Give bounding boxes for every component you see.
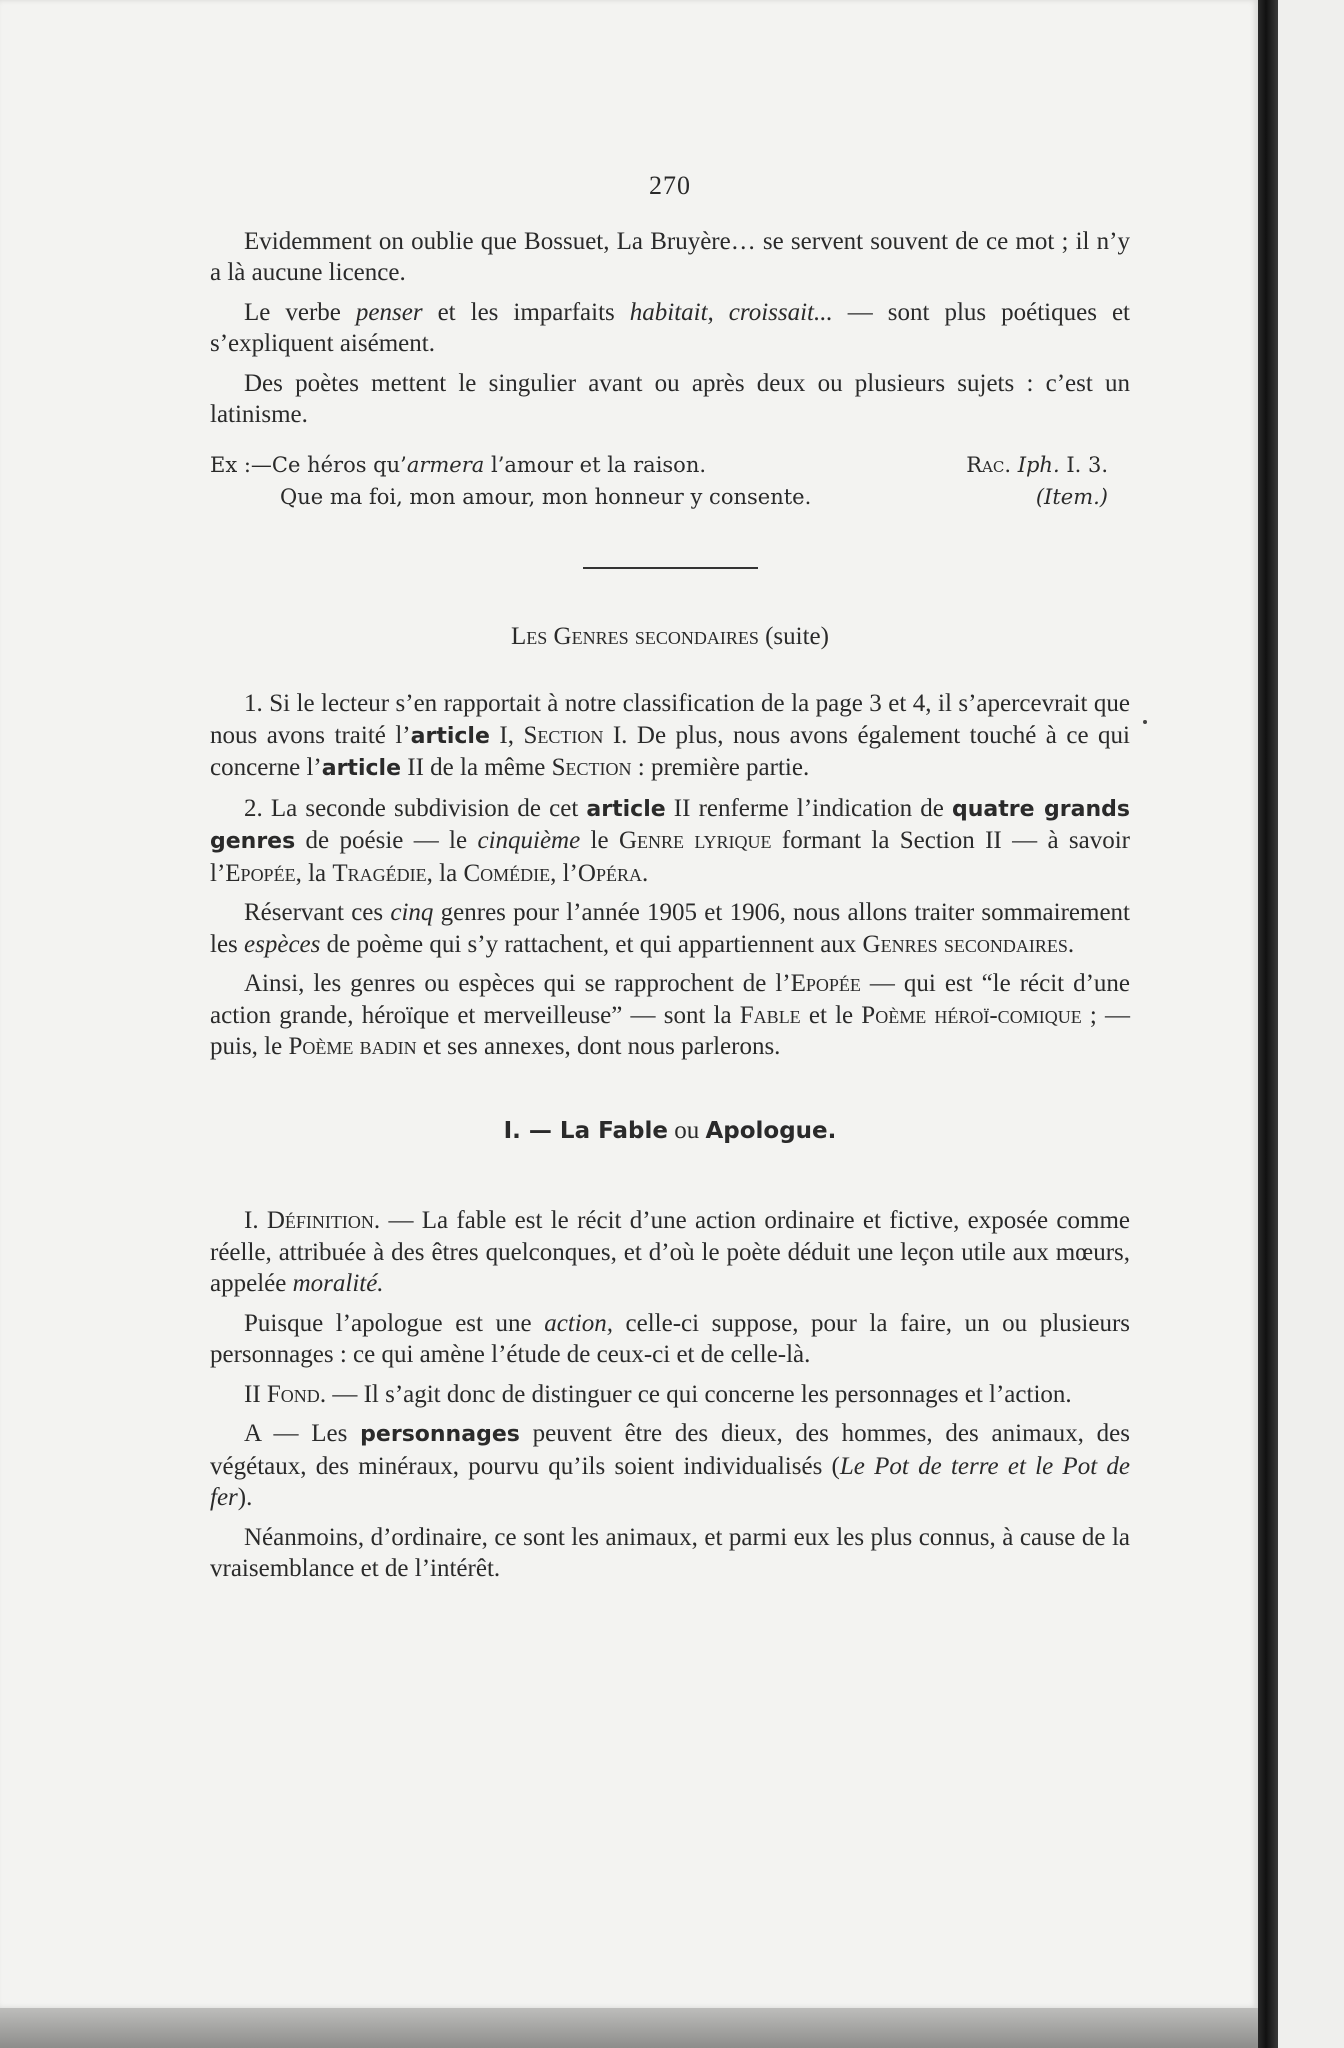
page-number: 270	[649, 171, 691, 200]
citation: Rac. Iph. I. 3.	[966, 452, 1108, 477]
scan-shadow	[0, 2008, 1258, 2048]
paragraph: I. Définition. — La fable est le récit d’une action ordinaire et fictive, exposée comme réelle, attribuée à des êtres quelconques, et d’où le poète déduit une leçon utile aux mœurs, appelée moralité.	[210, 1207, 1130, 1297]
section-divider	[583, 567, 758, 569]
paragraph: Puisque l’apologue est une action, celle-ci suppose, pour la faire, un ou plusieurs personnages : ce qui amène l’étude de ceux-ci et de celle-là.	[210, 1309, 1131, 1368]
paragraph: Evidemment on oublie que Bossuet, La Bruyère… se servent souvent de ce mot ; il n’y a là aucune licence.	[210, 227, 1130, 286]
paragraph: Réservant ces cinq genres pour l’année 1905 et 1906, nous allons traiter sommairement les espèces de poème qui s’y rattachent, et qui appartiennent aux Genres secondaires.	[210, 899, 1130, 958]
paragraph: Des poètes mettent le singulier avant ou après deux ou plusieurs sujets : c’est un latinisme.	[210, 369, 1130, 428]
paragraph: A — Les personnages peuvent être des dieux, des hommes, des animaux, des végétaux, des minéraux, pourvu qu’ils soient individualisés (Le Pot de terre et le Pot de fer).	[210, 1420, 1130, 1511]
paragraph: Le verbe penser et les imparfaits habitait, croissait... — sont plus poétiques et s’expliquent aisément.	[210, 298, 1130, 357]
chapter-heading: I. — La Fable ou Apologue.	[503, 1116, 837, 1144]
citation: (Item.)	[1035, 484, 1108, 509]
facing-page-edge	[1278, 0, 1344, 2048]
example-line: Que ma foi, mon amour, mon honneur y consente. (Item.)	[210, 481, 1130, 513]
book-binding	[1258, 0, 1278, 2048]
paragraph: Ainsi, les genres ou espèces qui se rapprochent de l’Epopée — qui est “le récit d’une action grande, héroïque et merveilleuse” — sont la Fable et le Poème héroï-comique ; — puis, le Poème badin et ses annexes, dont nous parlerons.	[210, 970, 1131, 1060]
page-text	[210, 170, 1130, 1593]
paragraph: II Fond. — Il s’agit donc de distinguer ce qui concerne les personnages et l’action.	[244, 1380, 1072, 1408]
example-quote	[210, 449, 1130, 513]
example-line: Ex :—Ce héros qu’armera l’amour et la raison. Rac. Iph. I. 3.	[210, 449, 1130, 481]
paragraph: 1. Si le lecteur s’en rapportait à notre classification de la page 3 et 4, il s’apercevrait que nous avons traité l’article I, Section I. De plus, nous avons également touché à ce qui concerne l’article II de la même Section : première partie.	[210, 690, 1130, 781]
ink-speck	[1143, 720, 1147, 724]
paragraph: Néanmoins, d’ordinaire, ce sont les animaux, et parmi eux les plus connus, à cause de la vraisemblance et de l’intérêt.	[210, 1523, 1130, 1582]
paragraph: 2. La seconde subdivision de cet article II renferme l’indication de quatre grands genres de poésie — le cinquième le Genre lyrique formant la Section II — à savoir l’Epopée, la Tragédie, la Comédie, l’Opéra.	[210, 794, 1131, 887]
section-title: Les Genres secondaires (suite)	[511, 622, 829, 650]
